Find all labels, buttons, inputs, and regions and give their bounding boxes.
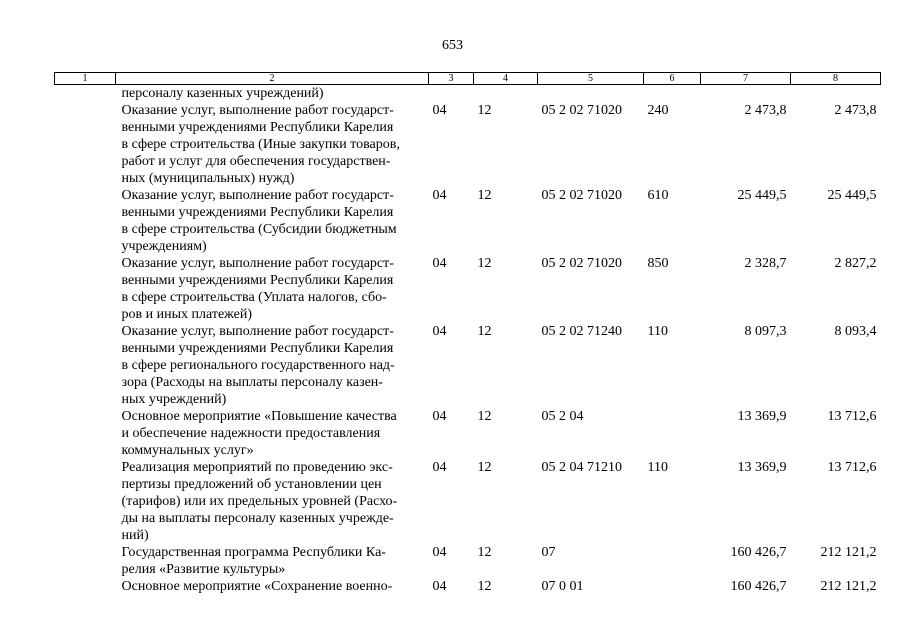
- cell-name: [116, 578, 429, 595]
- name-line: работ и услуг для обеспечения государствен-: [121, 154, 391, 169]
- cell-rz: 04: [432, 256, 447, 271]
- continuation-text: персоналу казенных учреждений): [121, 86, 324, 101]
- cell-csr: 05 2 02 71020: [541, 103, 622, 118]
- page-number: 653: [442, 38, 463, 53]
- cell-vr: 850: [647, 256, 669, 271]
- name-line: Оказание услуг, выполнение работ государст-: [121, 256, 394, 271]
- name-line: ных (муниципальных) нужд): [121, 171, 295, 186]
- continuation-row: [55, 85, 881, 103]
- table-header: [55, 73, 881, 85]
- cell-rz: 04: [432, 103, 447, 118]
- name-line: Реализация мероприятий по проведению экс-: [121, 460, 393, 475]
- table-row: [55, 459, 881, 544]
- name-line: венными учреждениями Республики Карелия: [121, 341, 394, 356]
- cell-csr: 07: [541, 545, 556, 560]
- cell-rz: 04: [432, 545, 447, 560]
- name-line: и обеспечение надежности предоставления: [121, 426, 381, 441]
- cell-vr: 610: [647, 188, 669, 203]
- table-row: [55, 323, 881, 408]
- cell-rz: 04: [432, 188, 447, 203]
- cell-sum1: 160 426,7: [730, 545, 787, 560]
- name-line: Основное мероприятие «Повышение качества: [121, 409, 397, 424]
- name-line: Основное мероприятие «Сохранение военно-: [121, 579, 393, 594]
- name-line: Государственная программа Республики Ка-: [121, 545, 386, 560]
- cell-pr: 12: [477, 460, 492, 475]
- cell-vr: [644, 578, 701, 595]
- table-body: [55, 85, 881, 596]
- cell-name: [116, 187, 429, 255]
- cell-rz: 04: [432, 324, 447, 339]
- name-line: пертизы предложений об установлении цен: [121, 477, 382, 492]
- name-line: ных учреждений): [121, 392, 227, 407]
- cell-vr: [644, 544, 701, 578]
- cell-pr: 12: [477, 545, 492, 560]
- cell-csr: 05 2 02 71020: [541, 256, 622, 271]
- cell-rz: 04: [432, 579, 447, 594]
- cell-sum2: 8 093,4: [834, 324, 877, 339]
- table-row: [55, 187, 881, 255]
- cell-name: [116, 408, 429, 459]
- name-line: в сфере строительства (Уплата налогов, сбо-: [121, 290, 387, 305]
- cell-sum2: 13 712,6: [827, 460, 877, 475]
- cell-name: [116, 544, 429, 578]
- name-line: зора (Расходы на выплаты персоналу казен-: [121, 375, 383, 390]
- cell-sum1: 160 426,7: [730, 579, 787, 594]
- cell-csr: 05 2 02 71240: [541, 324, 622, 339]
- name-line: релия «Развитие культуры»: [121, 562, 286, 577]
- table-row: [55, 102, 881, 187]
- cell-sum2: 2 473,8: [834, 103, 877, 118]
- cell-sum2: 212 121,2: [820, 545, 877, 560]
- cell-sum1: 2 473,8: [744, 103, 787, 118]
- table-row: [55, 255, 881, 323]
- name-line: коммунальных услуг»: [121, 443, 254, 458]
- name-line: (тарифов) или их предельных уровней (Расхо-: [121, 494, 398, 509]
- cell-col1: [55, 255, 116, 323]
- cell-sum2: 2 827,2: [834, 256, 877, 271]
- cell-col1: [55, 408, 116, 459]
- cell-rz: 04: [432, 460, 447, 475]
- cell-csr: 05 2 04 71210: [541, 460, 622, 475]
- cell-sum1: 13 369,9: [737, 460, 787, 475]
- cell-pr: 12: [477, 256, 492, 271]
- cell-sum1: 8 097,3: [744, 324, 787, 339]
- cell-vr: 240: [647, 103, 669, 118]
- table-row: [55, 544, 881, 578]
- cell-sum2: 212 121,2: [820, 579, 877, 594]
- cell-pr: 12: [477, 188, 492, 203]
- name-line: в сфере регионального государственного над-: [121, 358, 395, 373]
- cell-pr: 12: [477, 409, 492, 424]
- budget-table: [54, 72, 881, 595]
- name-line: в сфере строительства (Иные закупки товаров,: [121, 137, 400, 152]
- cell-col1: [55, 323, 116, 408]
- cell-name: [116, 102, 429, 187]
- cell-vr: 110: [647, 324, 668, 339]
- cell-name: [116, 459, 429, 544]
- column-header-7: 7: [701, 73, 791, 85]
- name-line: ров и иных платежей): [121, 307, 253, 322]
- cell-sum1: 13 369,9: [737, 409, 787, 424]
- cell-csr: 05 2 02 71020: [541, 188, 622, 203]
- table-row: [55, 578, 881, 595]
- cell-col1: [55, 102, 116, 187]
- cell-col1: [55, 578, 116, 595]
- name-line: Оказание услуг, выполнение работ государст-: [121, 103, 394, 118]
- column-header-8: 8: [791, 73, 881, 85]
- cell-csr: 05 2 04: [541, 409, 584, 424]
- cell-sum1: 25 449,5: [737, 188, 787, 203]
- cell-col1: [55, 187, 116, 255]
- cell-pr: 12: [477, 103, 492, 118]
- cell-sum1: 2 328,7: [744, 256, 787, 271]
- name-line: венными учреждениями Республики Карелия: [121, 120, 394, 135]
- name-line: ний): [121, 528, 149, 543]
- column-header-2: 2: [116, 73, 429, 85]
- name-line: венными учреждениями Республики Карелия: [121, 205, 394, 220]
- cell-vr: 110: [647, 460, 668, 475]
- name-line: Оказание услуг, выполнение работ государст-: [121, 324, 394, 339]
- column-header-3: 3: [429, 73, 474, 85]
- cell-vr: [644, 408, 701, 459]
- name-line: в сфере строительства (Субсидии бюджетным: [121, 222, 397, 237]
- cell-col1: [55, 459, 116, 544]
- column-header-4: 4: [474, 73, 538, 85]
- table-row: [55, 408, 881, 459]
- column-header-6: 6: [644, 73, 701, 85]
- cell-pr: 12: [477, 579, 492, 594]
- cell-pr: 12: [477, 324, 492, 339]
- cell-sum2: 13 712,6: [827, 409, 877, 424]
- cell-csr: 07 0 01: [541, 579, 584, 594]
- name-line: венными учреждениями Республики Карелия: [121, 273, 394, 288]
- cell-sum2: 25 449,5: [827, 188, 877, 203]
- name-line: учреждениям): [121, 239, 207, 254]
- header-row: [55, 73, 881, 85]
- column-header-5: 5: [538, 73, 644, 85]
- name-line: Оказание услуг, выполнение работ государст-: [121, 188, 394, 203]
- name-line: ды на выплаты персоналу казенных учрежде-: [121, 511, 394, 526]
- column-header-1: 1: [55, 73, 116, 85]
- cell-col1: [55, 544, 116, 578]
- cell-name: [116, 255, 429, 323]
- cell-rz: 04: [432, 409, 447, 424]
- cell-name: [116, 323, 429, 408]
